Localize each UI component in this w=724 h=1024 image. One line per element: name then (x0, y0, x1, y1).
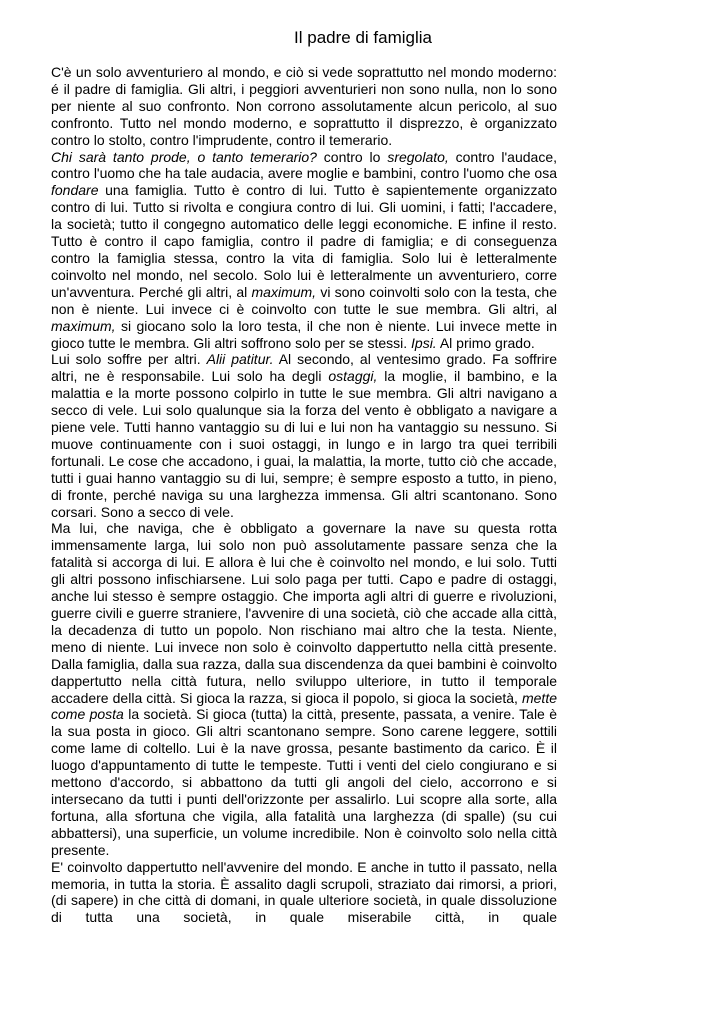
paragraph (51, 64, 557, 149)
paragraph (51, 520, 557, 858)
text-run: la moglie, il bambino, e la malattia e la morte possono colpirlo in tutte le sue membra. Gli altri navigano a secco di vele. Lui solo qualunque sia la forza del vento è obbligato a navigare a piene vele. Tutti hanno vantaggio su di lui e lui non ha vantaggio su nessuno. Si muove continuamente con i suoi ostaggi, in lungo e in largo tra quei terribili fortunali. Le cose che accadono, i guai, la malattia, la morte, tutto ciò che accade, tutti i guai hanno vantaggio su di lui, sempre; è sempre esposto a tutto, in pieno, di fronte, perché naviga su una larghezza immensa. Gli altri scantonano. Sono corsari. Sono a secco di vele. (51, 368, 557, 520)
text-run: contro l'audace, contro l'uomo che ha tale audacia, avere moglie e bambini, contro l'uomo che osa (51, 148, 557, 182)
text-run: vi sono coinvolti solo con la testa, che non è niente. Lui invece ci è coinvolto con tutte le sue membra. Gli altri, al (51, 283, 557, 317)
italic-text: Alii patitur. (206, 351, 274, 368)
italic-text: ostaggi, (328, 368, 378, 385)
italic-text: Ipsi. (411, 334, 437, 351)
text-run: Ma lui, che naviga, che è obbligato a governare la nave su questa rotta immensamente larga, lui solo non può assolutamente passare senza che la fatalità si accorga di lui. E allora è lui che è coinvolto nel mondo, e lui solo. Tutti gli altri possono infischiarsene. Lui solo paga per tutti. Capo e padre di ostaggi, anche lui stesso è sempre ostaggio. Che importa agli altri di guerre e rivoluzioni, guerre civili e guerre straniere, l'avvenire di una società, ciò che accade alla città, la decadenza di tutto un popolo. Non rischiano mai altro che la testa. Niente, meno di niente. Lui invece non solo è coinvolto dappertutto nella città presente. Dalla famiglia, dalla sua razza, dalla sua discendenza da quei bambini è coinvolto dappertutto nella città futura, nello sviluppo ulteriore, in tutto il temporale accadere della città. Si gioca la razza, si gioca il popolo, si gioca la società, (51, 520, 557, 706)
document-body (51, 64, 557, 926)
italic-text: maximum, (251, 283, 317, 300)
text-run: Lui solo soffre per altri. (51, 351, 207, 368)
paragraph (51, 149, 557, 352)
paragraph (51, 859, 557, 927)
italic-text: sregolato, (387, 148, 449, 165)
text-run: contro lo (316, 148, 388, 165)
text-run: Al primo grado. (436, 334, 535, 351)
text-run: la società. Si gioca (tutta) la città, presente, passata, a venire. Tale è la sua posta in gioco. Gli altri scantonano sempre. Sono carene leggere, sottili come lame di coltello. Lui è la nave grossa, pesante bastimento da carico. È il luogo d'appuntamento di tutte le tempeste. Tutti i venti del cielo congiurano e si mettono d'accordo, si abbattono da tutti gli angoli del cielo, accorrono e si intersecano da tutti i punti dell'orizzonte per assalirlo. Lui scopre alla sorte, alla fortuna, alla sfortuna che vigila, alla fatalità una larghezza (di spalle) (su cui abbattersi), una superficie, un volume incredibile. Non è coinvolto solo nella città presente. (51, 706, 557, 858)
document-title: Il padre di famiglia (294, 28, 432, 47)
paragraph (51, 351, 557, 520)
italic-text: maximum, (51, 317, 116, 334)
text-run: E' coinvolto dappertutto nell'avvenire del mondo. E anche in tutto il passato, nella memoria, in tutta la storia. È assalito dagli scrupoli, straziato dai rimorsi, a priori, (di sapere) in che città di domani, in quale ulteriore società, in quale dissoluzione di tutta una società, in quale miserabile città, in quale (51, 858, 557, 926)
italic-text: Chi sarà tanto prode, o tanto temerario? (51, 148, 317, 165)
text-run: C'è un solo avventuriero al mondo, e ciò si vede soprattutto nel mondo moderno: é il padre di famiglia. Gli altri, i peggiori avventurieri non sono nulla, non lo sono per niente al suo confronto. Non corrono assolutamente alcun pericolo, al suo confronto. Tutto nel mondo moderno, e soprattutto il disprezzo, è organizzato contro lo stolto, contro l'imprudente, contro il temerario. (51, 64, 557, 148)
italic-text: fondare (51, 182, 99, 199)
text-run: si giocano solo la loro testa, il che non è niente. Lui invece mette in gioco tutte le membra. Gli altri soffrono solo per se stessi. (51, 317, 557, 351)
italic-text: mette come posta (51, 689, 557, 723)
text-run: Al secondo, al ventesimo grado. Fa soffrire altri, ne è responsabile. Lui solo ha degli (51, 351, 558, 385)
text-run: una famiglia. Tutto è contro di lui. Tutto è sapientemente organizzato contro di lui. Tutto si rivolta e congiura contro di lui. Gli uomini, i fatti; l'accadere, la società; tutto il congegno automatico delle leggi economiche. E infine il resto. Tutto è contro il capo famiglia, contro il padre di famiglia; e di conseguenza contro la famiglia stessa, contro la vita di famiglia. Solo lui è letteralmente coinvolto nel mondo, nel secolo. Solo lui è letteralmente un avventuriero, corre un'avventura. Perché gli altri, al (51, 182, 557, 300)
